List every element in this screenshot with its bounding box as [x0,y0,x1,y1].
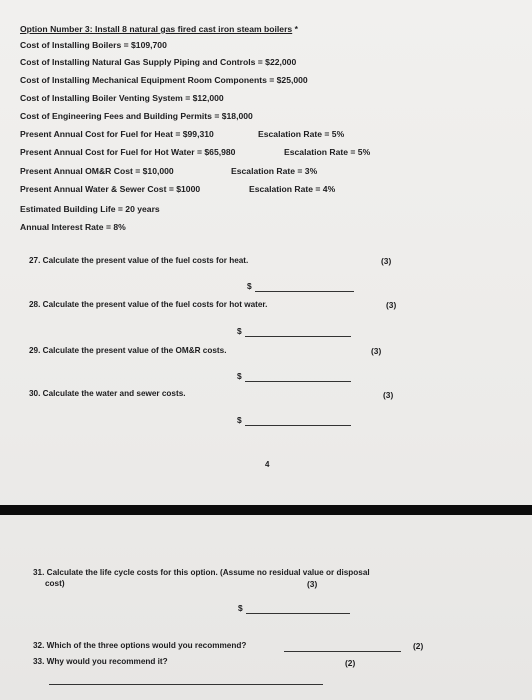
answer-29-field[interactable] [237,371,351,382]
given-line-venting [20,93,224,104]
given-line-text: Present Annual OM&R Cost = $10,000 [20,166,174,176]
given-line-interest-rate [20,222,126,233]
given-line-text: Present Annual Cost for Fuel for Heat = $99,310 [20,129,214,139]
dollar-sign: $ [237,415,242,425]
given-line-text: Present Annual Cost for Fuel for Hot Water = $65,980 [20,147,236,157]
dollar-sign: $ [238,603,243,613]
given-line-text: Annual Interest Rate = 8% [20,222,126,232]
option-title-mark: * [294,24,298,34]
given-line-text: Cost of Engineering Fees and Building Permits = $18,000 [20,111,253,121]
question-29: 29. Calculate the present value of the OM&R costs. [29,346,227,355]
escalation-rate: Escalation Rate = 5% [258,129,345,139]
escalation-rate: Escalation Rate = 4% [249,184,336,194]
dollar-sign: $ [237,371,242,381]
escalation-rate: Escalation Rate = 5% [284,147,371,157]
question-27: 27. Calculate the present value of the fuel costs for heat. [29,256,249,265]
given-line-engineering [20,111,253,122]
option-title-text: Option Number 3: Install 8 natural gas fired cast iron steam boilers [20,24,293,34]
answer-line [245,336,351,337]
page-number: 4 [265,460,270,469]
option-title [20,24,298,35]
question-31-line1: 31. Calculate the life cycle costs for this option. (Assume no residual value or disposal [33,568,370,577]
question-27-points: (3) [381,256,392,266]
question-29-points: (3) [371,346,382,356]
given-line-boilers [20,40,167,51]
given-line-text: Cost of Installing Mechanical Equipment Room Components = $25,000 [20,75,308,85]
question-28: 28. Calculate the present value of the fuel costs for hot water. [29,300,268,309]
question-32-points: (2) [413,641,424,651]
question-30-points: (3) [383,390,394,400]
given-line-gas-piping [20,57,296,68]
answer-27-field[interactable] [247,281,354,292]
dollar-sign: $ [237,326,242,336]
answer-line [245,425,351,426]
given-line-text: Cost of Installing Boilers = $109,700 [20,40,167,50]
given-line-text: Present Annual Water & Sewer Cost = $1000 [20,184,201,194]
question-32: 32. Which of the three options would you recommend? [33,641,247,650]
page-break-bar [0,505,532,515]
answer-line [255,291,354,292]
given-line-water-sewer [20,184,336,195]
answer-30-field[interactable] [237,415,351,426]
given-line-text: Cost of Installing Boiler Venting System = $12,000 [20,93,224,103]
question-30: 30. Calculate the water and sewer costs. [29,389,186,398]
answer-32-field[interactable] [284,650,401,652]
given-line-fuel-hot-water [20,147,371,158]
given-line-omr [20,166,318,177]
answer-31-field[interactable] [238,603,350,614]
answer-33-field[interactable] [49,683,323,685]
answer-line [245,381,351,382]
answer-line [246,613,350,614]
escalation-rate: Escalation Rate = 3% [231,166,318,176]
question-33-points: (2) [345,658,356,668]
answer-28-field[interactable] [237,326,351,337]
given-line-text: Cost of Installing Natural Gas Supply Piping and Controls = $22,000 [20,57,297,67]
given-line-fuel-heat [20,129,345,140]
question-31-points: (3) [307,579,318,589]
given-line-building-life [20,204,160,215]
dollar-sign: $ [247,281,252,291]
question-31 [33,567,370,589]
question-28-points: (3) [386,300,397,310]
question-31-line2: cost) [45,579,65,588]
given-line-mech-room [20,75,308,86]
question-33: 33. Why would you recommend it? [33,657,168,666]
given-line-text: Estimated Building Life = 20 years [20,204,160,214]
